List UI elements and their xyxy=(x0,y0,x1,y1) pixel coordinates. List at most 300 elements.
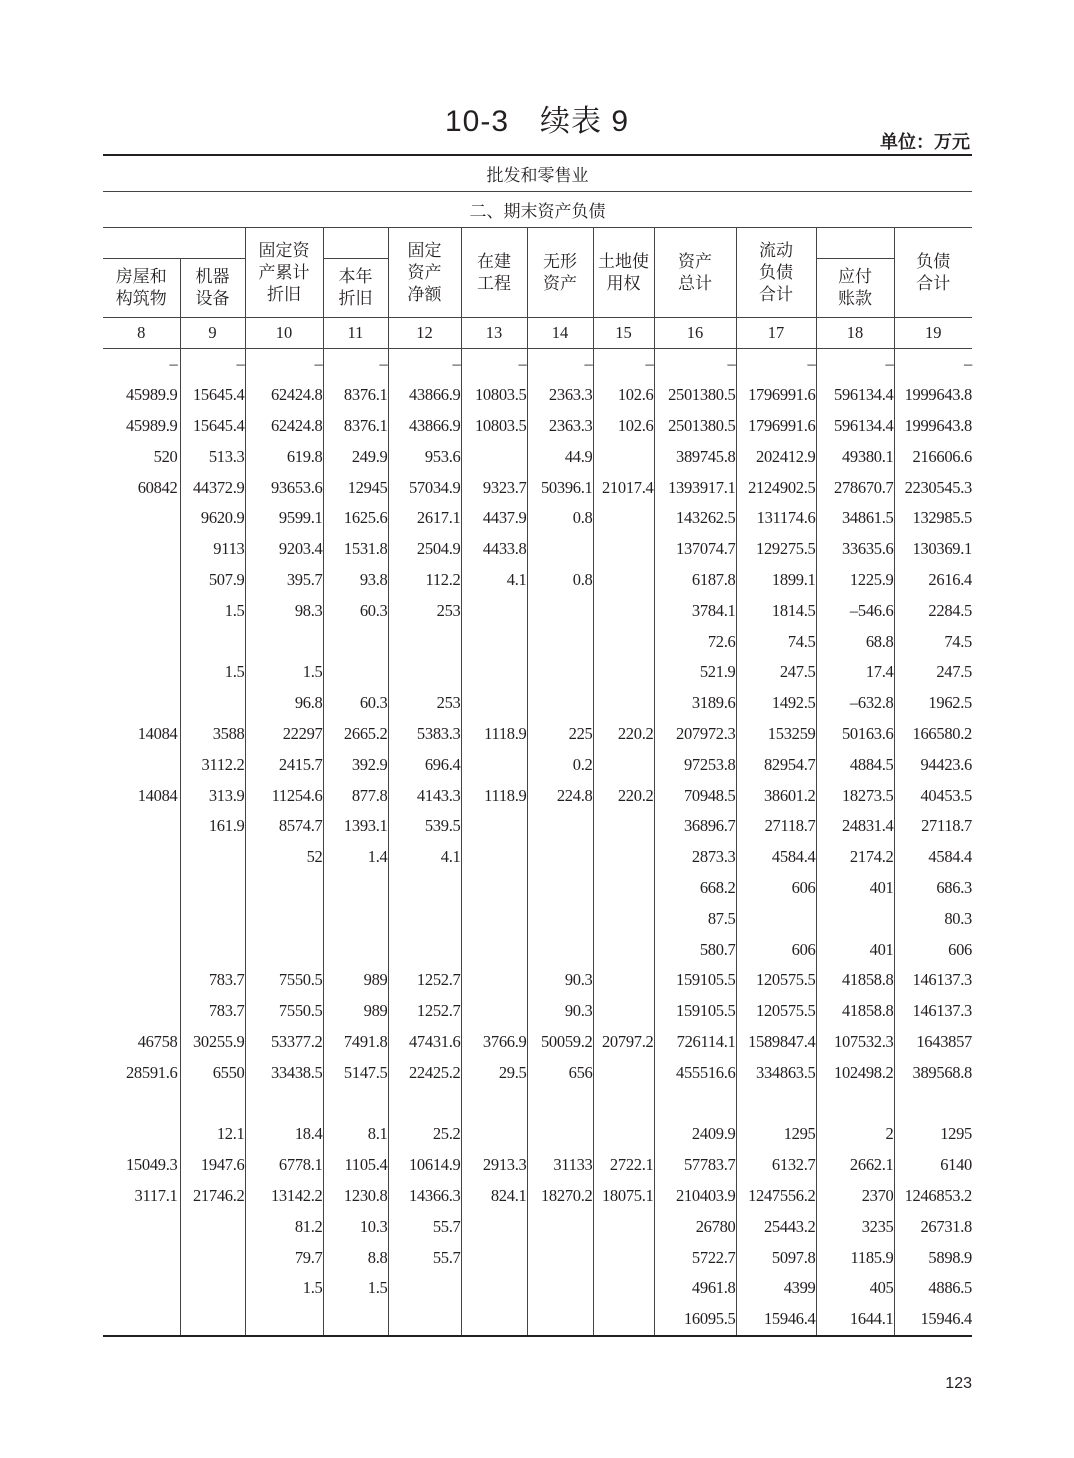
table-cell: 15946.4 xyxy=(894,1304,972,1336)
table-cell xyxy=(736,903,816,934)
table-cell xyxy=(593,811,654,842)
table-cell: 1118.9 xyxy=(461,780,527,811)
table-cell: 2662.1 xyxy=(816,1150,894,1181)
table-cell: 224.8 xyxy=(527,780,593,811)
table-cell xyxy=(593,903,654,934)
table-cell xyxy=(593,996,654,1027)
table-cell: 207972.3 xyxy=(654,719,736,750)
table-row xyxy=(103,1304,972,1336)
table-cell: 1230.8 xyxy=(323,1181,388,1212)
table-cell: 153259 xyxy=(736,719,816,750)
column-number: 10 xyxy=(245,318,323,349)
table-cell xyxy=(461,934,527,965)
page-number: 123 xyxy=(945,1375,972,1392)
table-cell: 55.7 xyxy=(388,1211,461,1242)
table-row xyxy=(103,1150,972,1181)
table-cell xyxy=(894,1088,972,1119)
table-cell: 783.7 xyxy=(180,996,245,1027)
table-cell: 6550 xyxy=(180,1057,245,1088)
header-machinery: 机器设备 xyxy=(180,259,245,318)
table-cell: 31133 xyxy=(527,1150,593,1181)
table-cell xyxy=(461,842,527,873)
header-intangible: 无形资产 xyxy=(527,228,593,318)
table-cell: 50396.1 xyxy=(527,472,593,503)
table-cell xyxy=(323,934,388,965)
table-cell: 455516.6 xyxy=(654,1057,736,1088)
table-cell xyxy=(593,503,654,534)
header-land: 土地使用权 xyxy=(593,228,654,318)
table-cell: 1252.7 xyxy=(388,965,461,996)
table-cell xyxy=(388,903,461,934)
table-cell: – xyxy=(461,349,527,380)
table-cell: 1246853.2 xyxy=(904,1185,972,1205)
table-cell xyxy=(461,688,527,719)
column-number: 19 xyxy=(894,318,972,349)
table-cell: 16095.5 xyxy=(654,1304,736,1336)
table-cell xyxy=(103,1119,180,1150)
table-cell: 25443.2 xyxy=(736,1211,816,1242)
table-cell xyxy=(103,749,180,780)
table-cell: 726114.1 xyxy=(654,1027,736,1058)
table-cell: 3117.1 xyxy=(103,1181,180,1212)
table-cell: 1393917.1 xyxy=(654,472,736,503)
table-cell xyxy=(461,1119,527,1150)
table-cell: 9113 xyxy=(180,534,245,565)
column-number: 16 xyxy=(654,318,736,349)
table-cell xyxy=(593,688,654,719)
table-cell: 5383.3 xyxy=(388,719,461,750)
table-cell xyxy=(388,934,461,965)
column-number: 17 xyxy=(736,318,816,349)
table-cell: –546.6 xyxy=(816,595,894,626)
table-cell xyxy=(593,1211,654,1242)
table-row xyxy=(103,1242,972,1273)
table-cell: 1.4 xyxy=(323,842,388,873)
table-cell: 14084 xyxy=(103,719,180,750)
table-cell: 877.8 xyxy=(323,780,388,811)
table-cell xyxy=(103,842,180,873)
table-cell: 21746.2 xyxy=(180,1181,245,1212)
table-cell: 7550.5 xyxy=(245,965,323,996)
table-cell: 10.3 xyxy=(323,1211,388,1242)
table-cell: 1.5 xyxy=(180,657,245,688)
header-blank xyxy=(103,228,245,259)
table-cell: 15049.3 xyxy=(103,1150,180,1181)
table-cell: 606 xyxy=(948,939,972,959)
table-cell: 93653.6 xyxy=(245,472,323,503)
table-cell: 1.5 xyxy=(180,595,245,626)
table-cell: 1531.8 xyxy=(323,534,388,565)
table-cell: 18.4 xyxy=(245,1119,323,1150)
table-cell xyxy=(103,996,180,1027)
table-cell: – xyxy=(654,349,736,380)
table-cell xyxy=(593,1057,654,1088)
table-cell xyxy=(103,595,180,626)
table-cell xyxy=(103,1242,180,1273)
table-cell xyxy=(593,965,654,996)
table-cell xyxy=(103,1088,180,1119)
table-cell: 1796991.6 xyxy=(736,411,816,442)
table-row xyxy=(103,1088,972,1119)
table-cell: 8.8 xyxy=(323,1242,388,1273)
table-cell: – xyxy=(593,349,654,380)
table-cell xyxy=(736,1088,816,1119)
table-cell xyxy=(527,1088,593,1119)
table-cell: 2617.1 xyxy=(388,503,461,534)
data-table xyxy=(103,154,972,1337)
table-cell: 278670.7 xyxy=(816,472,894,503)
table-cell: 146137.3 xyxy=(912,970,972,990)
table-cell xyxy=(527,1211,593,1242)
table-cell: 4143.3 xyxy=(388,780,461,811)
table-cell: 4.1 xyxy=(461,565,527,596)
table-cell: 94423.6 xyxy=(920,754,972,774)
table-cell: 40453.5 xyxy=(920,785,972,805)
table-cell xyxy=(593,1273,654,1304)
table-cell: 395.7 xyxy=(245,565,323,596)
table-cell xyxy=(593,749,654,780)
table-cell: 33438.5 xyxy=(245,1057,323,1088)
table-cell: 1247556.2 xyxy=(736,1181,816,1212)
table-cell xyxy=(323,1304,388,1336)
unit-label: 单位：万元 xyxy=(880,132,970,152)
table-row xyxy=(103,749,972,780)
table-cell: 68.8 xyxy=(816,626,894,657)
table-cell: 97253.8 xyxy=(654,749,736,780)
table-cell: 253 xyxy=(388,595,461,626)
table-cell: 52 xyxy=(245,842,323,873)
table-cell: 520 xyxy=(103,441,180,472)
table-cell: 783.7 xyxy=(180,965,245,996)
table-cell: 34861.5 xyxy=(816,503,894,534)
table-cell: 80.3 xyxy=(944,908,972,928)
table-cell: 824.1 xyxy=(461,1181,527,1212)
table-cell: 249.9 xyxy=(323,441,388,472)
table-cell xyxy=(388,1088,461,1119)
table-cell xyxy=(388,873,461,904)
table-cell xyxy=(593,842,654,873)
table-cell: 3784.1 xyxy=(654,595,736,626)
table-cell xyxy=(593,1119,654,1150)
table-cell: 14366.3 xyxy=(388,1181,461,1212)
table-cell: 216606.6 xyxy=(912,446,972,466)
table-cell: 2284.5 xyxy=(928,600,972,620)
table-row xyxy=(103,595,972,626)
table-cell xyxy=(461,657,527,688)
table-cell: 22425.2 xyxy=(388,1057,461,1088)
table-cell xyxy=(180,842,245,873)
table-cell: – xyxy=(964,354,972,374)
table-cell: 43866.9 xyxy=(388,380,461,411)
table-cell: 53377.2 xyxy=(245,1027,323,1058)
table-cell: 2616.4 xyxy=(928,569,972,589)
table-cell: 20797.2 xyxy=(593,1027,654,1058)
table-cell: 2409.9 xyxy=(654,1119,736,1150)
table-cell: 8376.1 xyxy=(323,380,388,411)
table-cell: 953.6 xyxy=(388,441,461,472)
table-cell xyxy=(527,873,593,904)
table-row xyxy=(103,441,972,472)
table-cell xyxy=(654,1088,736,1119)
table-cell: 247.5 xyxy=(736,657,816,688)
table-cell: – xyxy=(245,349,323,380)
table-cell: 50059.2 xyxy=(527,1027,593,1058)
table-cell: 1999643.8 xyxy=(904,385,972,405)
table-cell: 21017.4 xyxy=(593,472,654,503)
table-cell xyxy=(245,873,323,904)
table-row xyxy=(103,503,972,534)
column-number: 12 xyxy=(388,318,461,349)
table-cell: 2665.2 xyxy=(323,719,388,750)
table-cell: 2 xyxy=(816,1119,894,1150)
table-cell: – xyxy=(527,349,593,380)
table-cell xyxy=(461,1273,527,1304)
table-cell: 1643857 xyxy=(916,1031,972,1051)
table-cell: 0.2 xyxy=(527,749,593,780)
table-body xyxy=(103,349,972,1336)
table-cell: – xyxy=(816,349,894,380)
table-cell: 57034.9 xyxy=(388,472,461,503)
table-cell: 143262.5 xyxy=(654,503,736,534)
table-cell: – xyxy=(388,349,461,380)
table-cell xyxy=(593,534,654,565)
table-row xyxy=(103,996,972,1027)
table-cell: 596134.4 xyxy=(816,411,894,442)
table-cell: 130369.1 xyxy=(912,539,972,559)
column-number: 18 xyxy=(816,318,894,349)
table-cell: 74.5 xyxy=(736,626,816,657)
table-cell xyxy=(180,1242,245,1273)
table-cell: – xyxy=(736,349,816,380)
table-cell: 26731.8 xyxy=(920,1216,972,1236)
table-cell: 8376.1 xyxy=(323,411,388,442)
table-cell xyxy=(245,1304,323,1336)
table-cell: 93.8 xyxy=(323,565,388,596)
table-cell: 49380.1 xyxy=(816,441,894,472)
table-row xyxy=(103,811,972,842)
table-cell: 6187.8 xyxy=(654,565,736,596)
table-cell: 12945 xyxy=(323,472,388,503)
table-cell: 4399 xyxy=(736,1273,816,1304)
table-cell xyxy=(245,903,323,934)
table-cell: 2501380.5 xyxy=(654,380,736,411)
table-cell: 401 xyxy=(816,934,894,965)
table-cell: 1295 xyxy=(940,1124,972,1144)
table-cell: 166580.2 xyxy=(912,723,972,743)
table-cell: 45989.9 xyxy=(103,380,180,411)
table-cell: –632.8 xyxy=(816,688,894,719)
table-cell xyxy=(461,965,527,996)
table-cell: 225 xyxy=(527,719,593,750)
table-cell: 2230545.3 xyxy=(904,477,972,497)
table-cell xyxy=(323,657,388,688)
table-cell: 26780 xyxy=(654,1211,736,1242)
table-cell xyxy=(527,657,593,688)
table-cell: 18270.2 xyxy=(527,1181,593,1212)
table-cell xyxy=(527,1273,593,1304)
table-cell: 4584.4 xyxy=(736,842,816,873)
table-cell xyxy=(593,441,654,472)
table-cell: 96.8 xyxy=(245,688,323,719)
table-cell xyxy=(180,1304,245,1336)
table-cell: 3189.6 xyxy=(654,688,736,719)
table-cell: 11254.6 xyxy=(245,780,323,811)
table-cell: 27118.7 xyxy=(736,811,816,842)
table-cell xyxy=(527,1119,593,1150)
table-cell xyxy=(245,934,323,965)
header-total-liab: 负债合计 xyxy=(894,228,972,318)
table-cell: 389568.8 xyxy=(912,1062,972,1082)
table-cell xyxy=(461,1088,527,1119)
table-cell: 72.6 xyxy=(654,626,736,657)
table-cell xyxy=(245,1088,323,1119)
table-cell: 10614.9 xyxy=(388,1150,461,1181)
table-cell: 989 xyxy=(323,996,388,1027)
table-cell: 2501380.5 xyxy=(654,411,736,442)
table-cell: 1625.6 xyxy=(323,503,388,534)
table-cell: 202412.9 xyxy=(736,441,816,472)
table-cell xyxy=(103,1304,180,1336)
table-cell: 4433.8 xyxy=(461,534,527,565)
table-cell: 6132.7 xyxy=(736,1150,816,1181)
table-cell: 15946.4 xyxy=(736,1304,816,1336)
table-cell: 47431.6 xyxy=(388,1027,461,1058)
table-cell: 5898.9 xyxy=(928,1247,972,1267)
table-cell: 1.5 xyxy=(245,1273,323,1304)
column-number: 11 xyxy=(323,318,388,349)
table-cell xyxy=(527,811,593,842)
table-cell xyxy=(593,1242,654,1273)
table-cell: 513.3 xyxy=(180,441,245,472)
table-cell xyxy=(103,503,180,534)
table-cell: 1796991.6 xyxy=(736,380,816,411)
table-cell: 1492.5 xyxy=(736,688,816,719)
table-cell: 30255.9 xyxy=(180,1027,245,1058)
table-cell xyxy=(461,996,527,1027)
table-cell: 3766.9 xyxy=(461,1027,527,1058)
table-cell xyxy=(103,688,180,719)
table-cell: 146137.3 xyxy=(912,1001,972,1021)
table-cell xyxy=(527,1304,593,1336)
table-cell xyxy=(323,873,388,904)
table-cell: 41858.8 xyxy=(816,965,894,996)
table-cell xyxy=(527,903,593,934)
table-cell: 98.3 xyxy=(245,595,323,626)
table-cell: 1393.1 xyxy=(323,811,388,842)
table-cell xyxy=(323,903,388,934)
table-cell xyxy=(103,903,180,934)
table-cell xyxy=(180,1088,245,1119)
table-cell: 4584.4 xyxy=(928,847,972,867)
column-number: 8 xyxy=(103,318,180,349)
table-cell: 62424.8 xyxy=(245,380,323,411)
table-cell: 102.6 xyxy=(593,380,654,411)
table-cell xyxy=(180,688,245,719)
table-row xyxy=(103,780,972,811)
table-cell: 1.5 xyxy=(245,657,323,688)
table-cell: 596134.4 xyxy=(816,380,894,411)
column-number-row xyxy=(103,318,972,349)
table-row xyxy=(103,411,972,442)
table-cell xyxy=(388,1273,461,1304)
table-row xyxy=(103,903,972,934)
column-number: 14 xyxy=(527,318,593,349)
table-cell: 13142.2 xyxy=(245,1181,323,1212)
table-cell: 619.8 xyxy=(245,441,323,472)
table-cell: 55.7 xyxy=(388,1242,461,1273)
table-cell: 656 xyxy=(527,1057,593,1088)
table-cell: 521.9 xyxy=(654,657,736,688)
table-row xyxy=(103,1181,972,1212)
header-construction: 在建工程 xyxy=(461,228,527,318)
header-fixed-depr: 固定资产累计折旧 xyxy=(245,228,323,318)
table-cell: 25.2 xyxy=(388,1119,461,1150)
table-cell xyxy=(593,626,654,657)
table-cell: 46758 xyxy=(103,1027,180,1058)
table-cell: 8.1 xyxy=(323,1119,388,1150)
table-row xyxy=(103,349,972,380)
table-cell xyxy=(103,657,180,688)
table-cell: – xyxy=(103,349,180,380)
table-cell: 1252.7 xyxy=(388,996,461,1027)
table-cell: 0.8 xyxy=(527,565,593,596)
table-cell xyxy=(461,749,527,780)
table-cell xyxy=(593,1304,654,1336)
table-cell: 14084 xyxy=(103,780,180,811)
table-cell: 36896.7 xyxy=(654,811,736,842)
table-cell: 17.4 xyxy=(816,657,894,688)
table-cell: 9620.9 xyxy=(180,503,245,534)
table-cell xyxy=(103,626,180,657)
table-title: 10-3 续表 9 xyxy=(444,105,630,138)
table-cell: 7550.5 xyxy=(245,996,323,1027)
table-cell: 62424.8 xyxy=(245,411,323,442)
table-cell xyxy=(103,934,180,965)
table-row xyxy=(103,1211,972,1242)
table-cell: 120575.5 xyxy=(736,996,816,1027)
table-cell: 389745.8 xyxy=(654,441,736,472)
table-cell: 10803.5 xyxy=(461,380,527,411)
table-cell xyxy=(103,873,180,904)
table-cell xyxy=(103,1211,180,1242)
table-cell: 3235 xyxy=(816,1211,894,1242)
table-cell: 668.2 xyxy=(654,873,736,904)
table-row xyxy=(103,1119,972,1150)
table-cell xyxy=(593,934,654,965)
table-cell xyxy=(593,595,654,626)
table-cell: 1962.5 xyxy=(928,693,972,713)
table-cell: 29.5 xyxy=(461,1057,527,1088)
table-cell xyxy=(103,965,180,996)
table-row xyxy=(103,934,972,965)
table-cell xyxy=(527,595,593,626)
table-cell: 334863.5 xyxy=(736,1057,816,1088)
table-cell: 580.7 xyxy=(654,934,736,965)
table-cell: 43866.9 xyxy=(388,411,461,442)
table-cell xyxy=(527,1242,593,1273)
table-cell: 102498.2 xyxy=(816,1057,894,1088)
table-cell xyxy=(323,626,388,657)
table-cell xyxy=(527,688,593,719)
table-cell: 392.9 xyxy=(323,749,388,780)
table-cell xyxy=(461,1242,527,1273)
table-cell: 5147.5 xyxy=(323,1057,388,1088)
table-cell: 7491.8 xyxy=(323,1027,388,1058)
table-cell: 107532.3 xyxy=(816,1027,894,1058)
table-cell: 1644.1 xyxy=(816,1304,894,1336)
table-row xyxy=(103,1273,972,1304)
table-cell xyxy=(103,1273,180,1304)
